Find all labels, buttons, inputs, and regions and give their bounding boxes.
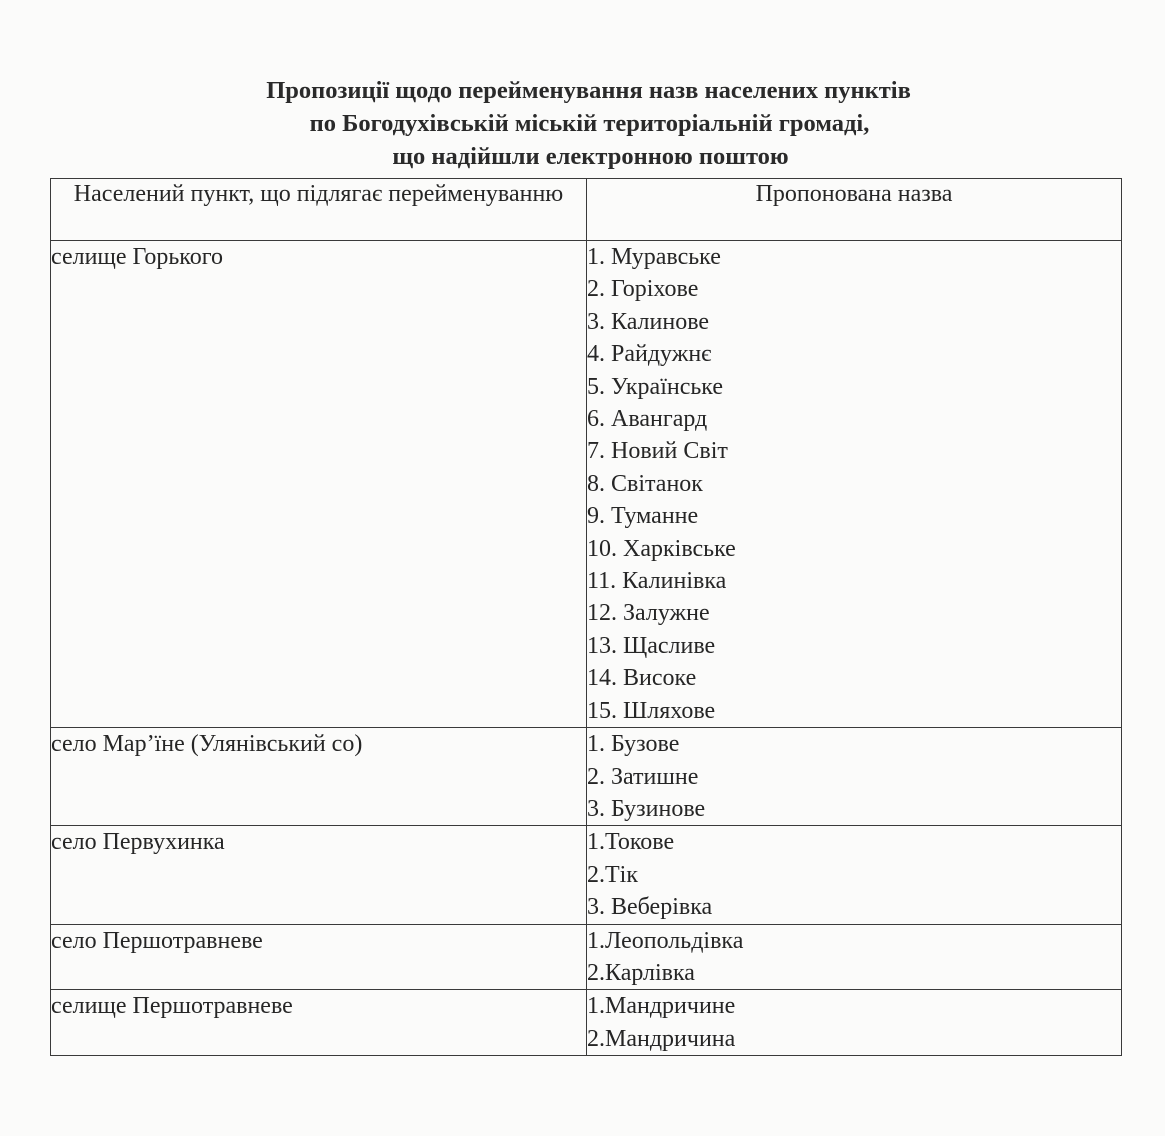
list-item: 7. Новий Світ [587, 438, 728, 465]
proposed-names-list [587, 925, 1121, 990]
proposed-names-list [587, 728, 1121, 825]
list-item: 1.Мандричине [587, 993, 736, 1020]
list-item: 2. Затишне [587, 763, 699, 790]
proposed-names-list [587, 990, 1121, 1055]
list-item: 2.Мандричина [587, 1025, 736, 1052]
list-item: 10. Харківське [587, 535, 736, 562]
list-item: 1.Леопольдівка [587, 927, 744, 954]
list-item: 1. Бузове [587, 731, 680, 758]
list-item: 14. Високе [587, 665, 697, 692]
proposed-names-cell [587, 990, 1122, 1056]
settlement-cell: селище Горького [51, 241, 587, 728]
header-settlement: Населений пункт, що підлягає перейменуванню [51, 179, 587, 241]
table-row [51, 826, 1122, 924]
proposed-names-list [587, 241, 1121, 727]
list-item: 3. Калинове [587, 308, 710, 335]
list-item: 12. Залужне [587, 600, 710, 627]
list-item: 1.Токове [587, 829, 675, 856]
list-item: 4. Райдужнє [587, 341, 712, 368]
proposed-names-cell [587, 241, 1122, 728]
proposed-names-cell [587, 924, 1122, 990]
list-item: 6. Авангард [587, 406, 708, 433]
settlement-cell: село Первухинка [51, 826, 587, 924]
title-line-2: по Богодухівській міській територіальній громаді, [309, 110, 870, 137]
proposed-names-cell [587, 728, 1122, 826]
table-row [51, 728, 1122, 826]
proposed-names-cell [587, 826, 1122, 924]
table-row [51, 241, 1122, 728]
list-item: 1. Муравське [587, 244, 721, 270]
list-item: 2.Карлівка [587, 959, 695, 986]
list-item: 9. Туманне [587, 503, 699, 530]
list-item: 11. Калинівка [587, 568, 727, 595]
list-item: 13. Щасливе [587, 632, 716, 659]
list-item: 15. Шляхове [587, 697, 716, 724]
table-header-row [51, 179, 1122, 241]
table-row [51, 990, 1122, 1056]
settlement-cell: селище Першотравневе [51, 990, 587, 1056]
table-row [51, 924, 1122, 990]
document-title [0, 74, 1165, 173]
settlement-cell: село Мар’їне (Улянівський со) [51, 728, 587, 826]
list-item: 3. Веберівка [587, 894, 713, 921]
list-item: 3. Бузинове [587, 795, 706, 822]
title-line-1: Пропозиції щодо перейменування назв населених пунктів [266, 77, 911, 104]
title-line-3: що надійшли електронною поштою [392, 143, 789, 170]
renaming-proposals-table [50, 178, 1122, 1056]
settlement-cell: село Першотравневе [51, 924, 587, 990]
header-proposed-name: Пропонована назва [587, 179, 1122, 241]
list-item: 5. Українське [587, 373, 724, 400]
list-item: 2.Тік [587, 861, 638, 888]
list-item: 8. Світанок [587, 470, 703, 497]
proposed-names-list [587, 826, 1121, 923]
list-item: 2. Горіхове [587, 276, 699, 303]
